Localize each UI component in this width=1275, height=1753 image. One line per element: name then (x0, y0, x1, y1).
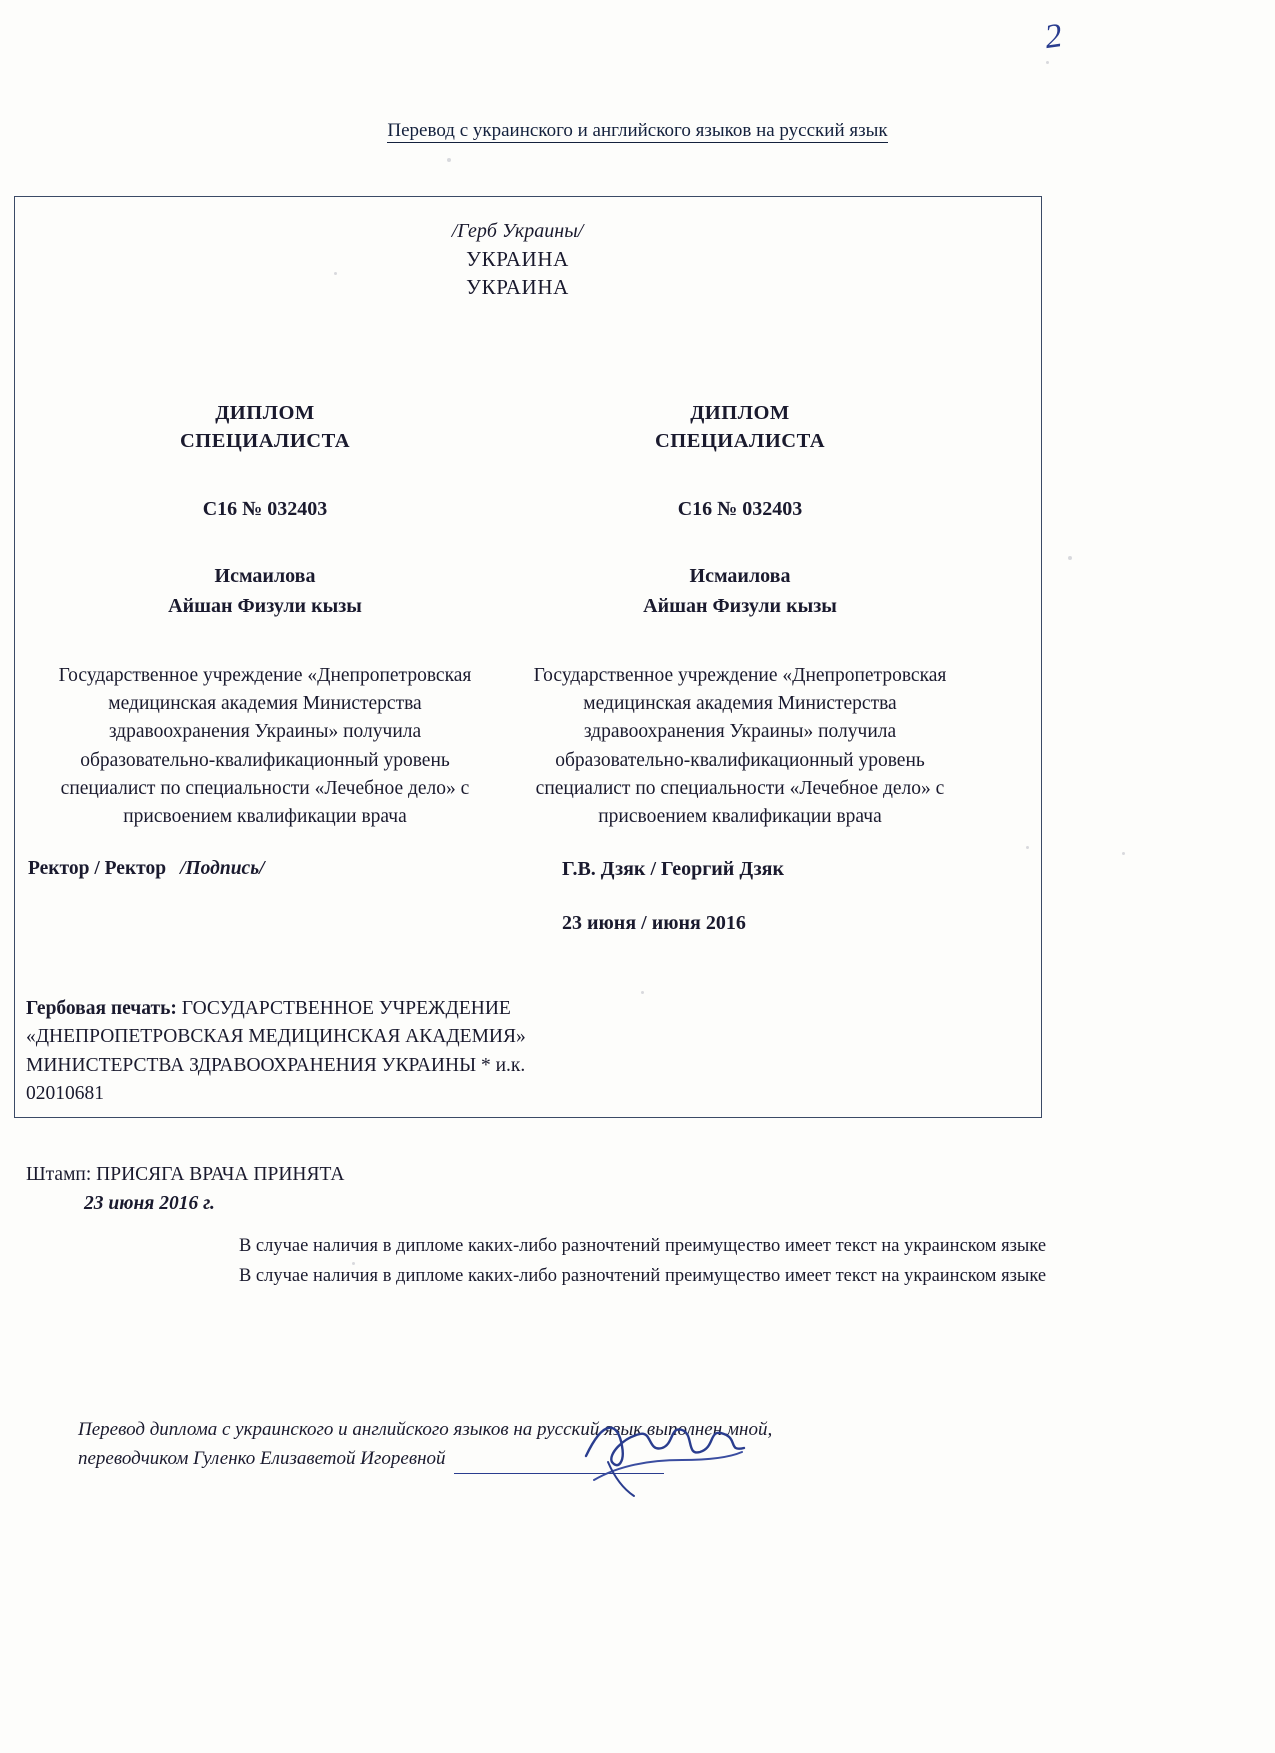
rector-name: Г.В. Дзяк / Георгий Дзяк (562, 858, 784, 880)
stamp-text: ПРИСЯГА ВРАЧА ПРИНЯТА (96, 1164, 345, 1185)
translation-header-note (0, 120, 1275, 142)
scan-speck (1068, 556, 1072, 560)
diploma-title-left-line-1: ДИПЛОМ (215, 402, 315, 424)
scan-speck (1046, 61, 1049, 64)
diploma-number-right: С16 № 032403 (677, 498, 803, 521)
translation-header-note-text: Перевод с украинского и английского языков на русский язык (387, 120, 888, 141)
holder-surname-left: Исмаилова (214, 564, 316, 587)
stamp-block (26, 1160, 546, 1219)
rector-label-block (28, 858, 265, 880)
coat-of-arms-label: /Герб Украины/ (451, 220, 584, 242)
diploma-number-left: С16 № 032403 (202, 498, 328, 521)
diploma-column-left (50, 400, 480, 831)
footnote-1: В случае наличия в дипломе каких-либо разночтений преимущество имеет текст на украинском языке (238, 1236, 1047, 1256)
diploma-body-right: Государственное учреждение «Днепропетровская медицинская академия Министерства здравоохранения Украины» получила образовательно-квалификационный уровень специалист по специальности «Лечебное дело» с присвоением квалификации врача (533, 664, 947, 828)
scan-speck (1122, 852, 1125, 855)
holder-surname-right: Исмаилова (689, 564, 791, 587)
translator-line-1: Перевод диплома с украинского и английского языков на русский язык выполнен мной, (78, 1419, 773, 1440)
holder-given-name-left: Айшан Физули кызы (168, 594, 362, 617)
translator-signature-line (454, 1457, 664, 1474)
seal-block (26, 995, 546, 1108)
translator-line-2: переводчиком Гуленко Елизаветой Игоревной (78, 1448, 446, 1470)
page-number: 2 (1042, 17, 1065, 57)
seal-text: ГОСУДАРСТВЕННОЕ УЧРЕЖДЕНИЕ «ДНЕПРОПЕТРОВСКАЯ МЕДИЦИНСКАЯ АКАДЕМИЯ» МИНИСТЕРСТВА ЗДРАВООХРАНЕНИЯ УКРАИНЫ * и.к. 02010681 (26, 998, 526, 1104)
stamp-label: Штамп: (26, 1164, 92, 1185)
stamp-date: 23 июня 2016 г. (84, 1193, 215, 1215)
country-line-1: УКРАИНА (466, 247, 569, 271)
rector-signature-note: /Подпись/ (180, 858, 265, 879)
footnotes (0, 1232, 1275, 1291)
rector-label: Ректор / Ректор (28, 858, 167, 879)
diploma-title-right-line-2: СПЕЦИАЛИСТА (654, 429, 826, 452)
diploma-title-left-line-2: СПЕЦИАЛИСТА (179, 429, 351, 452)
diploma-body-left: Государственное учреждение «Днепропетровская медицинская академия Министерства здравоохранения Украины» получила образовательно-квалификационный уровень специалист по специальности «Лечебное дело» с присвоением квалификации врача (58, 664, 472, 828)
translator-statement (78, 1415, 978, 1474)
diploma-date: 23 июня / июня 2016 (562, 912, 746, 934)
diploma-title-right-line-1: ДИПЛОМ (690, 402, 790, 424)
diploma-column-right (525, 400, 955, 831)
footnote-2: В случае наличия в дипломе каких-либо разночтений преимущество имеет текст на украинском языке (238, 1265, 1047, 1286)
scan-speck (447, 158, 451, 162)
seal-label: Гербовая печать: (26, 998, 177, 1019)
country-line-2: УКРАИНА (466, 275, 569, 300)
holder-given-name-right: Айшан Физули кызы (643, 594, 837, 617)
emblem-block (0, 218, 1035, 302)
